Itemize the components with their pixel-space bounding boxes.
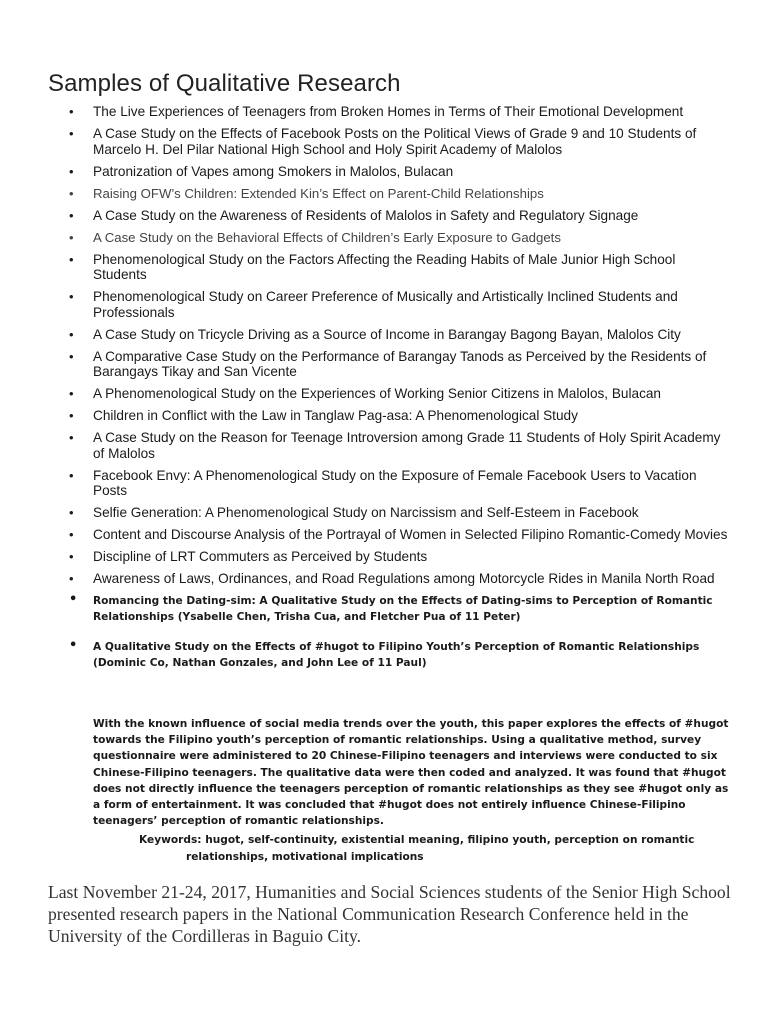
bullet-icon: • [69, 467, 74, 483]
list-item-text: Patronization of Vapes among Smokers in Malolos, Bulacan [93, 163, 454, 179]
list-item [0, 468, 768, 499]
page-title: Samples of Qualitative Research [48, 70, 401, 97]
bullet-icon: • [69, 386, 74, 401]
bullet-icon: • [69, 592, 78, 607]
closing-paragraph: Last November 21-24, 2017, Humanities and Social Sciences students of the Senior High School presented research papers in the National Communication Research Conference held in the University of the Cordilleras in Baguio City. [48, 882, 731, 946]
bullet-icon: • [69, 348, 74, 364]
bullet-icon: • [69, 326, 74, 342]
keywords-line-1: Keywords: hugot, self-continuity, existential meaning, filipino youth, perception on romantic [139, 834, 695, 846]
list-item [0, 505, 768, 521]
list-item-text: A Case Study on Tricycle Driving as a Source of Income in Barangay Bagong Bayan, Malolos City [93, 326, 681, 342]
list-item [0, 349, 768, 380]
list-item [0, 164, 768, 180]
bullet-icon: • [69, 207, 74, 223]
bullet-icon: • [69, 185, 74, 201]
list-item-text: The Live Experiences of Teenagers from Broken Homes in Terms of Their Emotional Development [93, 104, 684, 119]
list-item-text: A Comparative Case Study on the Performance of Barangay Tanods as Perceived by the Residents of Barangays Tikay and San Vicente [93, 348, 707, 379]
bullet-icon: • [69, 571, 74, 586]
bullet-icon: • [69, 251, 74, 267]
list-item [0, 593, 768, 625]
list-item-text: A Qualitative Study on the Effects of #hugot to Filipino Youth’s Perception of Romantic Relationships (Dominic Co, Nathan Gonzales, and John Lee of 11 Paul) [93, 641, 700, 669]
keywords [93, 832, 733, 866]
list-item-text: Selfie Generation: A Phenomenological Study on Narcissism and Self-Esteem in Facebook [93, 505, 639, 520]
bullet-icon: • [69, 229, 74, 245]
list-spacer [0, 625, 768, 639]
list-item [0, 230, 768, 246]
bullet-icon: • [69, 289, 74, 304]
keywords-line-2: relationships, motivational implications [186, 851, 424, 863]
bullet-icon: • [69, 408, 74, 423]
list-item [0, 639, 768, 671]
list-item [0, 549, 768, 565]
list-item-text: A Case Study on the Reason for Teenage Introversion among Grade 11 Students of Holy Spirit Academy of Malolos [93, 430, 721, 461]
list-item-text: Children in Conflict with the Law in Tanglaw Pag-asa: A Phenomenological Study [93, 408, 578, 423]
bullet-icon: • [69, 527, 74, 542]
list-item [0, 186, 768, 202]
list-item-text: Phenomenological Study on Career Preference of Musically and Artistically Inclined Students and Professionals [93, 289, 678, 320]
list-item [0, 289, 768, 320]
list-item [0, 571, 768, 587]
list-item [0, 252, 768, 283]
list-item [0, 126, 768, 157]
bullet-icon: • [69, 549, 74, 564]
list-item-text: A Case Study on the Behavioral Effects of Children’s Early Exposure to Gadgets [93, 229, 561, 245]
list-item-text: Phenomenological Study on the Factors Affecting the Reading Habits of Male Junior High School Students [93, 251, 676, 282]
list-item [0, 430, 768, 461]
list-item-text: Raising OFW’s Children: Extended Kin’s Effect on Parent-Child Relationships [93, 185, 544, 201]
bullet-icon: • [69, 430, 74, 445]
bullet-icon: • [69, 126, 74, 141]
bullet-icon: • [69, 505, 74, 520]
list-item-text: A Case Study on the Awareness of Residents of Malolos in Safety and Regulatory Signage [93, 207, 639, 223]
list-item [0, 408, 768, 424]
list-item-text: A Case Study on the Effects of Facebook Posts on the Political Views of Grade 9 and 10 Students of Marcelo H. Del Pilar National High School and Holy Spirit Academy of Malolos [93, 126, 697, 157]
list-item-text: Awareness of Laws, Ordinances, and Road Regulations among Motorcycle Rides in Manila North Road [93, 571, 715, 586]
list-item-text: Facebook Envy: A Phenomenological Study on the Exposure of Female Facebook Users to Vacation Posts [93, 467, 697, 498]
list-item [0, 527, 768, 543]
list-item-text: Romancing the Dating-sim: A Qualitative Study on the Effects of Dating-sims to Perception of Romantic Relationships (Ysabelle Chen, Trisha Cua, and Fletcher Pua of 11 Peter) [93, 595, 713, 623]
list-item [0, 327, 768, 343]
bullet-icon: • [69, 638, 78, 653]
list-item [0, 386, 768, 402]
list-item-text: A Phenomenological Study on the Experiences of Working Senior Citizens in Malolos, Bulacan [93, 386, 661, 401]
abstract-paragraph: With the known influence of social media trends over the youth, this paper explores the effects of #hugot towards the Filipino youth’s perception of romantic relationships. Using a qualitative method, survey questionnaire were administered to 20 Chinese-Filipino teenagers and interviews were conducted to six Chinese-Filipino teenagers. The qualitative data were then coded and analyzed. It was found that #hugot does not directly influence the teenagers perception of romantic relationships as they see #hugot only as a form of entertainment. It was concluded that #hugot does not entirely influence Chinese-Filipino teenagers’ perception of romantic relationships. [93, 718, 729, 828]
list-item-text: Discipline of LRT Commuters as Perceived by Students [93, 549, 428, 564]
bullet-icon: • [69, 163, 74, 179]
list-item [0, 104, 768, 120]
research-list [0, 104, 768, 671]
list-item [0, 208, 768, 224]
bullet-icon: • [69, 104, 74, 119]
list-item-text: Content and Discourse Analysis of the Portrayal of Women in Selected Filipino Romantic-Comedy Movies [93, 527, 728, 542]
